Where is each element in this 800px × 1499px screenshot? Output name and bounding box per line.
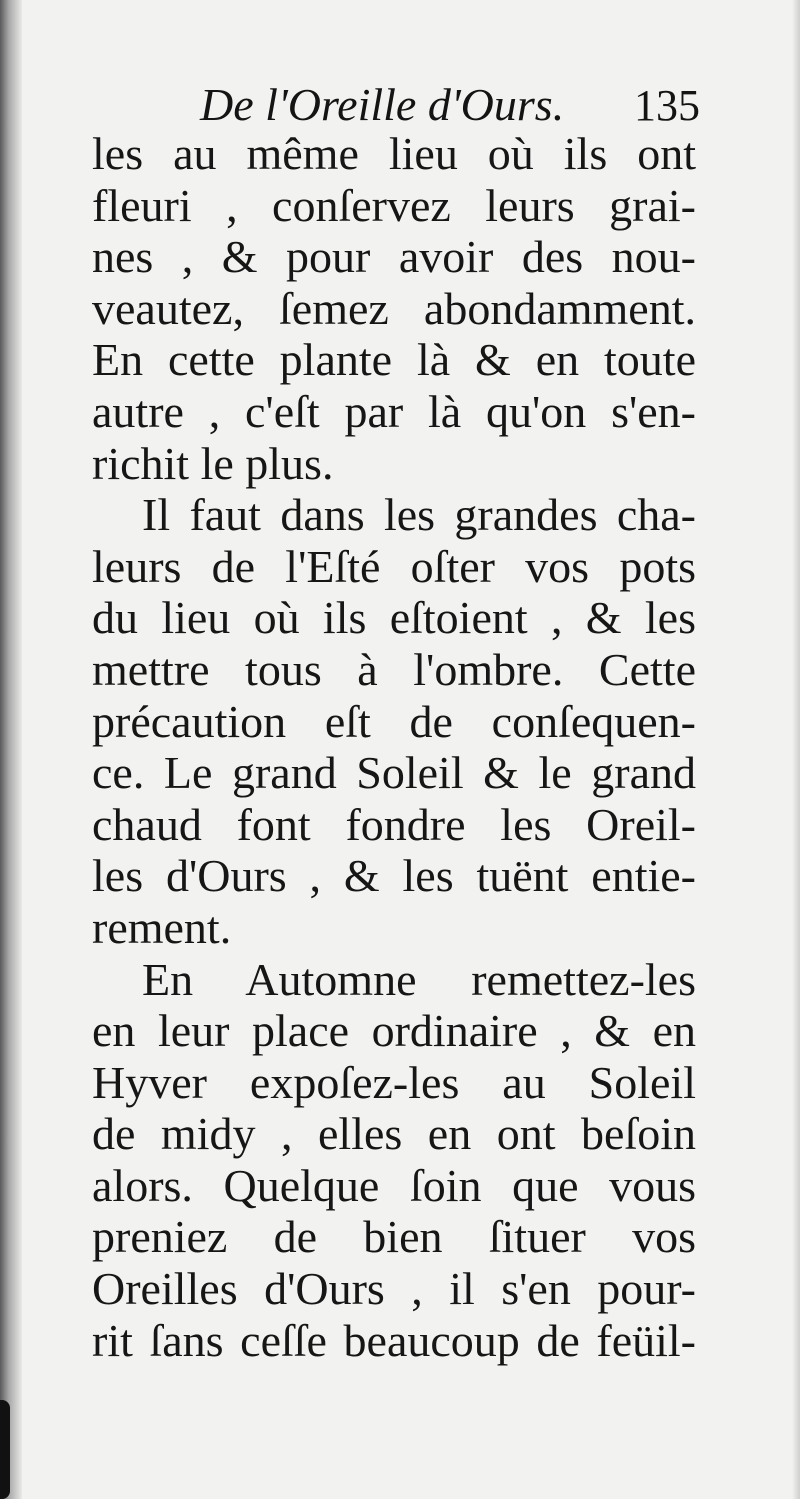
page-number: 135 — [634, 81, 700, 130]
text-line: rit ſans ceſſe beaucoup de feüil- — [92, 1314, 696, 1366]
text-line: ce. Le grand Soleil & le grand — [92, 747, 696, 799]
text-line: fleuri , conſervez leurs grai- — [92, 179, 696, 231]
text-line: Oreilles d'Ours , il s'en pour- — [92, 1263, 696, 1315]
text-line: précaution eſt de conſequen- — [92, 695, 696, 747]
text-line: nes , & pour avoir des nou- — [92, 231, 696, 283]
page-edge — [792, 0, 800, 1499]
text-line: du lieu où ils eſtoient , & les — [92, 592, 696, 644]
text-line: Hyver expoſez-les au Soleil — [92, 1056, 696, 1108]
text-line: Il faut dans les grandes cha- — [142, 489, 696, 541]
text-line: rement. — [92, 901, 232, 953]
text-line: les au même lieu où ils ont — [92, 128, 696, 179]
text-line: mettre tous à l'ombre. Cette — [92, 643, 696, 695]
text-line: de midy , elles en ont beſoin — [92, 1108, 696, 1160]
text-line: en leur place ordinaire , & en — [92, 1005, 696, 1057]
gutter-shadow — [0, 0, 22, 1499]
running-title: De l'Oreille d'Ours. — [200, 79, 565, 130]
body-text — [92, 128, 696, 1366]
text-line: En Automne remettez-les — [142, 953, 696, 1005]
text-line: veautez, ſemez abondamment. — [92, 282, 696, 334]
text-line: En cette plante là & en toute — [92, 334, 696, 386]
text-line: les d'Ours , & les tuënt entie- — [92, 850, 696, 902]
text-line: chaud font fondre les Oreil- — [92, 798, 696, 850]
ink-blot — [0, 1400, 10, 1499]
text-line: preniez de bien ſituer vos — [92, 1211, 696, 1263]
text-line: leurs de l'Eſté oſter vos pots — [92, 540, 696, 592]
text-line: alors. Quelque ſoin que vous — [92, 1159, 696, 1211]
text-line: richit le plus. — [92, 437, 334, 489]
text-line: autre , c'eſt par là qu'on s'en- — [92, 385, 696, 437]
